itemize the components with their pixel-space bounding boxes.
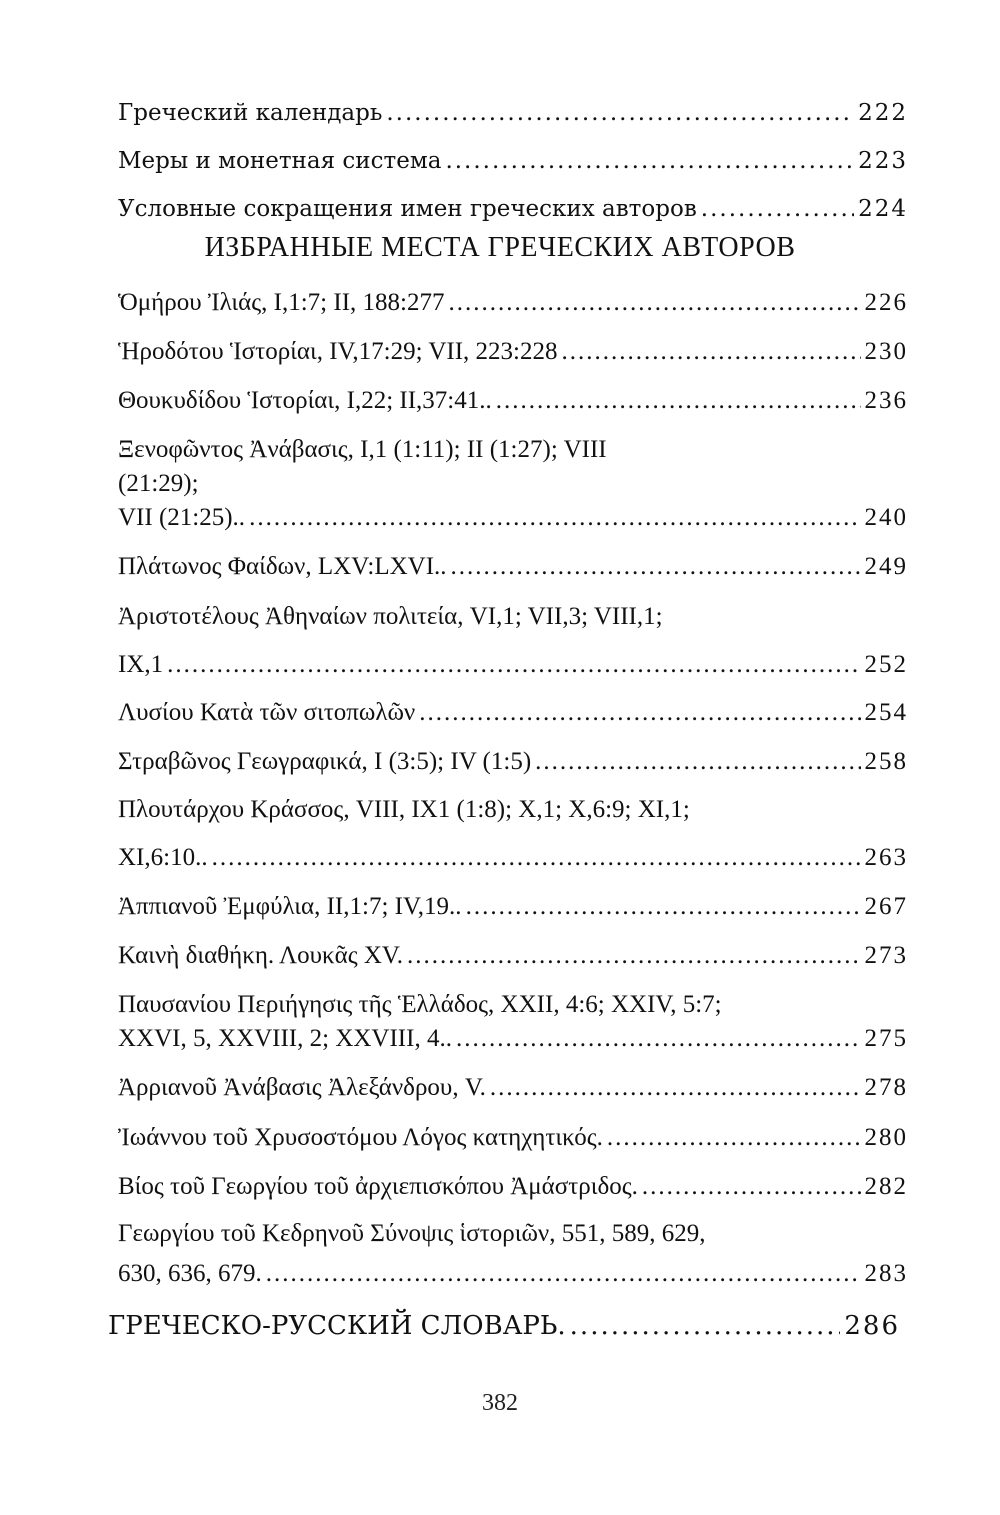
toc-entry-strabo (118, 745, 908, 779)
entry-page: 252 (864, 651, 908, 678)
dot-leader (496, 384, 861, 418)
entry-line: Γεωργίου τοῦ Κεδρηνοῦ Σύνοψις ἱστοριῶν, 551, 589, 629, (118, 1220, 706, 1247)
dot-leader (445, 144, 854, 178)
entry-page: 249 (864, 553, 908, 580)
entry-label: Ἡροδότου Ἱστορίαι, IV,17:29; VII, 223:228 (118, 338, 558, 365)
page-number: 382 (482, 1390, 518, 1416)
toc-entry-pausanias (118, 988, 908, 1056)
entry-page: 258 (864, 748, 908, 775)
dot-leader (448, 286, 860, 320)
entry-label: Θουκυδίδου Ἱστορίαι, I,22; II,37:41.. (118, 387, 492, 414)
entry-label: Βίος τοῦ Γεωργίου τοῦ ἀρχιεπισκόπου Ἀμάστριδος. (118, 1173, 638, 1200)
entry-page: 224 (858, 196, 908, 222)
entry-label: XI,6:10.. (118, 844, 208, 871)
toc-entry-thucydides (118, 384, 908, 418)
entry-page: 236 (864, 387, 908, 414)
entry-label: Ὁμήρου Ἰλιάς, I,1:7; II, 188:277 (118, 289, 445, 316)
toc-entry-herodotus (118, 335, 908, 369)
toc-entry-plutarch (118, 793, 908, 875)
toc-entry-dictionary (108, 1309, 900, 1343)
toc-entry-cedrenus (118, 1217, 908, 1291)
toc-entry-measures (118, 144, 908, 178)
dot-leader (466, 890, 861, 924)
dot-leader (386, 96, 854, 130)
entry-page: 267 (864, 893, 908, 920)
entry-line: Ξενοφῶντος Ἀνάβασις, I,1 (1:11); II (1:27); VIII (118, 436, 607, 463)
entry-line: Πλουτάρχου Κράσσος, VIII, IX1 (1:8); X,1; X,6:9; XI,1; (118, 796, 690, 823)
entry-page: 275 (864, 1025, 908, 1052)
entry-label: ГРЕЧЕСКО-РУССКИЙ СЛОВАРЬ. (108, 1311, 566, 1341)
entry-label: XXVI, 5, XXVIII, 2; XXVIII, 4.. (118, 1025, 452, 1052)
section-heading: ИЗБРАННЫЕ МЕСТА ГРЕЧЕСКИХ АВТОРОВ (204, 232, 796, 263)
entry-page: 222 (858, 100, 908, 126)
toc-entry-appian (118, 890, 908, 924)
dot-leader (642, 1170, 861, 1204)
entry-page: 280 (864, 1124, 908, 1151)
entry-label: Ἰωάννου τοῦ Χρυσοστόμου Λόγος κατηχητικός. (118, 1124, 603, 1151)
dot-leader (561, 335, 860, 369)
entry-label: Πλάτωνος Φαίδων, LXV:LXVI.. (118, 553, 447, 580)
entry-line: Παυσανίου Περιήγησις τῆς Ἑλλάδος, XXII, 4:6; XXIV, 5:7; (118, 991, 722, 1018)
entry-page: 283 (864, 1260, 908, 1287)
entry-label: Ἀππιανοῦ Ἐμφύλια, II,1:7; IV,19.. (118, 893, 462, 920)
entry-page: 273 (864, 942, 908, 969)
dot-leader (451, 550, 861, 584)
entry-page: 254 (864, 699, 908, 726)
entry-page: 240 (864, 504, 908, 531)
entry-page: 282 (864, 1173, 908, 1200)
entry-line: Ἀριστοτέλους Ἀθηναίων πολιτεία, VI,1; VII,3; VIII,1; (118, 603, 663, 630)
entry-line: (21:29); (118, 470, 199, 497)
dot-leader (701, 192, 854, 226)
dot-leader (212, 841, 861, 875)
dot-leader (419, 696, 860, 730)
toc-entry-luke (118, 939, 908, 973)
entry-label: Λυσίου Κατὰ τῶν σιτοπωλῶν (118, 699, 416, 726)
entry-label: Καινὴ διαθήκη. Λουκᾶς XV. (118, 942, 404, 969)
dot-leader (535, 745, 860, 779)
toc-entry-greek-calendar (118, 96, 908, 130)
entry-page: 278 (864, 1074, 908, 1101)
dot-leader (490, 1071, 861, 1105)
entry-label: Греческий календарь (118, 100, 383, 126)
toc-entry-lysias (118, 696, 908, 730)
entry-page: 223 (858, 148, 908, 174)
toc-entry-homer (118, 286, 908, 320)
dot-leader (456, 1022, 861, 1056)
toc-entry-arrian (118, 1071, 908, 1105)
toc-entry-abbreviations (118, 192, 908, 226)
toc-entry-aristotle (118, 600, 908, 682)
toc-entry-chrysostom (118, 1121, 908, 1155)
entry-label: Меры и монетная система (118, 148, 442, 174)
entry-label: 630, 636, 679. (118, 1260, 262, 1287)
dot-leader (407, 939, 860, 973)
dot-leader (607, 1121, 861, 1155)
entry-page: 226 (864, 289, 908, 316)
entry-label: IX,1 (118, 651, 164, 678)
entry-page: 263 (864, 844, 908, 871)
dot-leader (167, 648, 860, 682)
toc-entry-xenophon (118, 433, 908, 535)
entry-label: Условные сокращения имен греческих авторов (118, 196, 697, 222)
dot-leader (570, 1309, 841, 1343)
toc-entry-plato (118, 550, 908, 584)
entry-label: VII (21:25).. (118, 504, 246, 531)
entry-page: 286 (844, 1311, 900, 1341)
entry-page: 230 (864, 338, 908, 365)
dot-leader (266, 1257, 861, 1291)
toc-entry-george-amastris (118, 1170, 908, 1204)
entry-label: Ἀρριανοῦ Ἀνάβασις Ἀλεξάνδρου, V. (118, 1074, 486, 1101)
dot-leader (249, 501, 860, 535)
entry-label: Στραβῶνος Γεωγραφικά, I (3:5); IV (1:5) (118, 748, 532, 775)
